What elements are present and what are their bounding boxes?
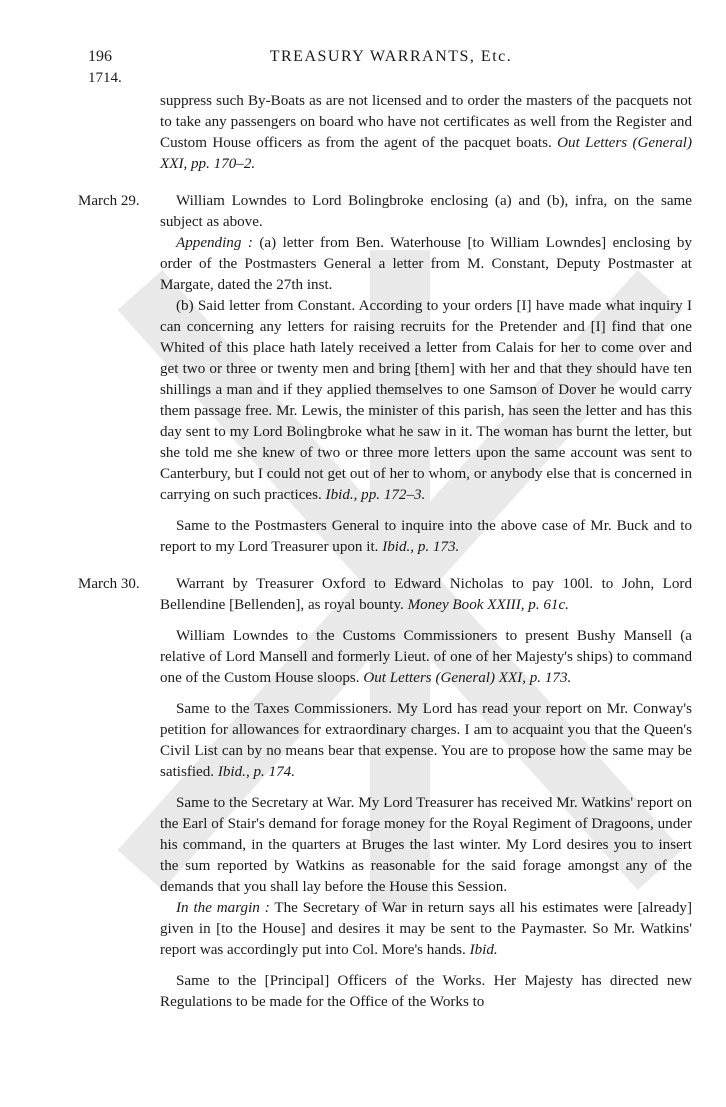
paragraph: William Lowndes to the Customs Commissioners to present Bushy Mansell (a relative of Lord Mansell and formerly Lieut. of one of her Majesty's ships) to command one of the Custom House sloops. Out Letters (General) XXI, p. 173.: [160, 628, 692, 686]
entry-date: March 30.: [78, 576, 140, 592]
source-reference: Out Letters (General) XXI, p. 173.: [363, 670, 572, 686]
source-reference: Ibid., pp. 172–3.: [325, 487, 426, 503]
entry-body: [160, 91, 692, 175]
year-label: 1714.: [88, 70, 122, 86]
page-number: 196: [88, 48, 112, 65]
paragraph-label: Appending :: [176, 235, 253, 251]
entry-date: March 29.: [78, 193, 140, 209]
entry-body: [160, 574, 692, 1013]
paragraph: Same to the [Principal] Officers of the Works. Her Majesty has directed new Regulations to be made for the Office of the Works to: [160, 973, 692, 1010]
paragraph: In the margin : The Secretary of War in return says all his estimates were [already] given in [to the House] and desires it may be sent to the Paymaster. So Mr. Watkins' report was accordingly put into Col. More's hands. Ibid.: [160, 900, 692, 958]
paragraph: Same to the Taxes Commissioners. My Lord has read your report on Mr. Conway's petition for allowances for extraordinary charges. I am to acquaint you that the Queen's Civil List can by no means bear that expense. You are to propose how the same may be satisfied. Ibid., p. 174.: [160, 701, 692, 780]
paragraph: Same to the Secretary at War. My Lord Treasurer has received Mr. Watkins' report on the Earl of Stair's demand for forage money for the Royal Regiment of Dragoons, under his command, in the quarters at Bruges the last winter. My Lord desires you to insert the sum reported by Watkins as reasonable for the said forage amongst any of the demands that you shall lay before the House this Session.: [160, 795, 692, 895]
running-title: TREASURY WARRANTS, Etc.: [269, 48, 513, 65]
paragraph: (b) Said letter from Constant. According to your orders [I] have made what inquiry I can concerning any letters for raising recruits for the Pretender and [I] find that one Whited of this place hath lately received a letter from Calais for her to come over and get two or three or twenty men and bring [them] with her and that they should have ten shillings a man and if they applied themselves to one Samson of Dover he would carry them passage free. Mr. Lewis, the minister of this parish, has seen the letter and has this day sent to my Lord Bolingbroke what he saw in it. The woman has burnt the letter, but she told me she knew of two or three more letters upon the same account was sent to Canterbury, but I could not get out of her to whom, or anybody else that is concerned in carrying on such practices. Ibid., pp. 172–3.: [160, 298, 692, 503]
paragraph-label: In the margin :: [176, 900, 270, 916]
paragraph: Warrant by Treasurer Oxford to Edward Nicholas to pay 100l. to John, Lord Bellendine [Bellenden], as royal bounty. Money Book XXIII, p. 61c.: [160, 576, 692, 613]
paragraph: suppress such By-Boats as are not licensed and to order the masters of the pacquets not to take any passengers on board who have not certificates as well from the Register and Custom House officers as from the agent of the pacquet boats. Out Letters (General) XXI, pp. 170–2.: [160, 93, 692, 172]
source-reference: Ibid.: [469, 942, 498, 958]
source-reference: Money Book XXIII, p. 61c.: [407, 597, 569, 613]
page-header: [88, 48, 694, 72]
paragraph: Same to the Postmasters General to inquire into the above case of Mr. Buck and to report to my Lord Treasurer upon it. Ibid., p. 173.: [160, 518, 692, 555]
source-reference: Out Letters (General) XXI, pp. 170–2.: [160, 135, 692, 172]
paragraph: William Lowndes to Lord Bolingbroke enclosing (a) and (b), infra, on the same subject as above.: [160, 193, 692, 230]
source-reference: Ibid., p. 173.: [382, 539, 460, 555]
entry-body: [160, 191, 692, 558]
paragraph: Appending : (a) letter from Ben. Waterhouse [to William Lowndes] enclosing by order of the Postmasters General a letter from M. Constant, Deputy Postmaster at Margate, dated the 27th inst.: [160, 235, 692, 293]
source-reference: Ibid., p. 174.: [217, 764, 296, 780]
